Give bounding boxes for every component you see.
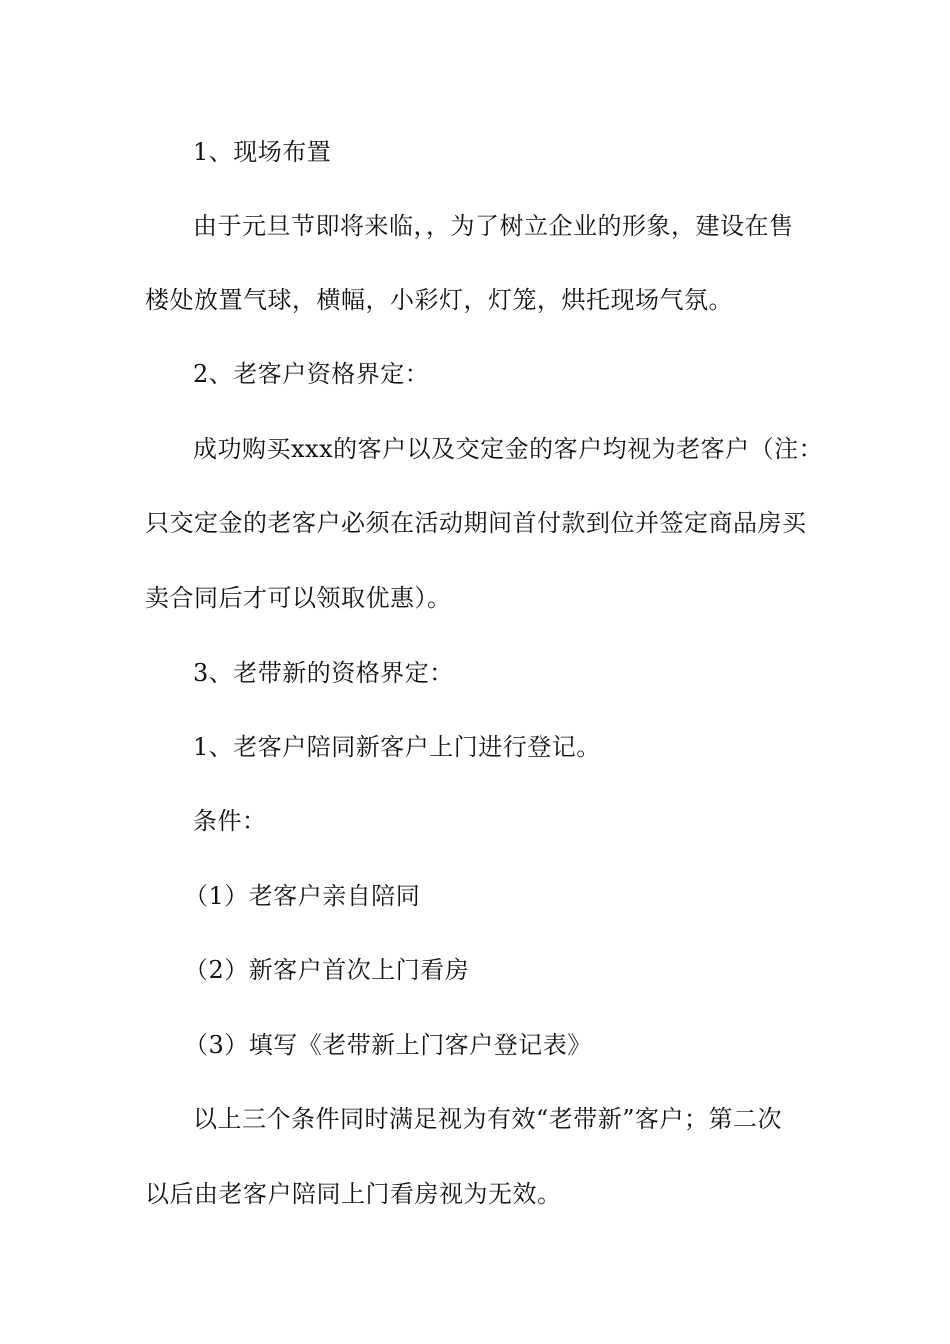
paragraph-line: 只交定金的老客户必须在活动期间首付款到位并签定商品房买 [145, 509, 807, 537]
paragraph-line: 楼处放置气球，横幅，小彩灯，灯笼，烘托现场气氛。 [145, 286, 733, 314]
list-item: 1、老客户陪同新客户上门进行登记。 [193, 733, 601, 761]
heading-old-customer-qualification: 2、老客户资格界定： [193, 360, 430, 388]
condition-item: （1）老客户亲自陪同 [184, 882, 421, 910]
condition-item: （2）新客户首次上门看房 [184, 956, 470, 984]
heading-referral-qualification: 3、老带新的资格界定： [193, 659, 454, 687]
paragraph-line: 以后由老客户陪同上门看房视为无效。 [145, 1180, 562, 1208]
condition-item: （3）填写《老带新上门客户登记表》 [184, 1031, 592, 1059]
heading-site-layout: 1、现场布置 [193, 138, 332, 166]
paragraph-line: 由于元旦节即将来临，，为了树立企业的形象，建设在售 [193, 212, 794, 240]
paragraph-line: 成功购买xxx的客户以及交定金的客户均视为老客户（注： [193, 435, 824, 463]
conditions-label: 条件： [193, 807, 267, 835]
paragraph-line: 以上三个条件同时满足视为有效“老带新”客户；第二次 [193, 1105, 783, 1133]
paragraph-line: 卖合同后才可以领取优惠）。 [145, 584, 452, 612]
